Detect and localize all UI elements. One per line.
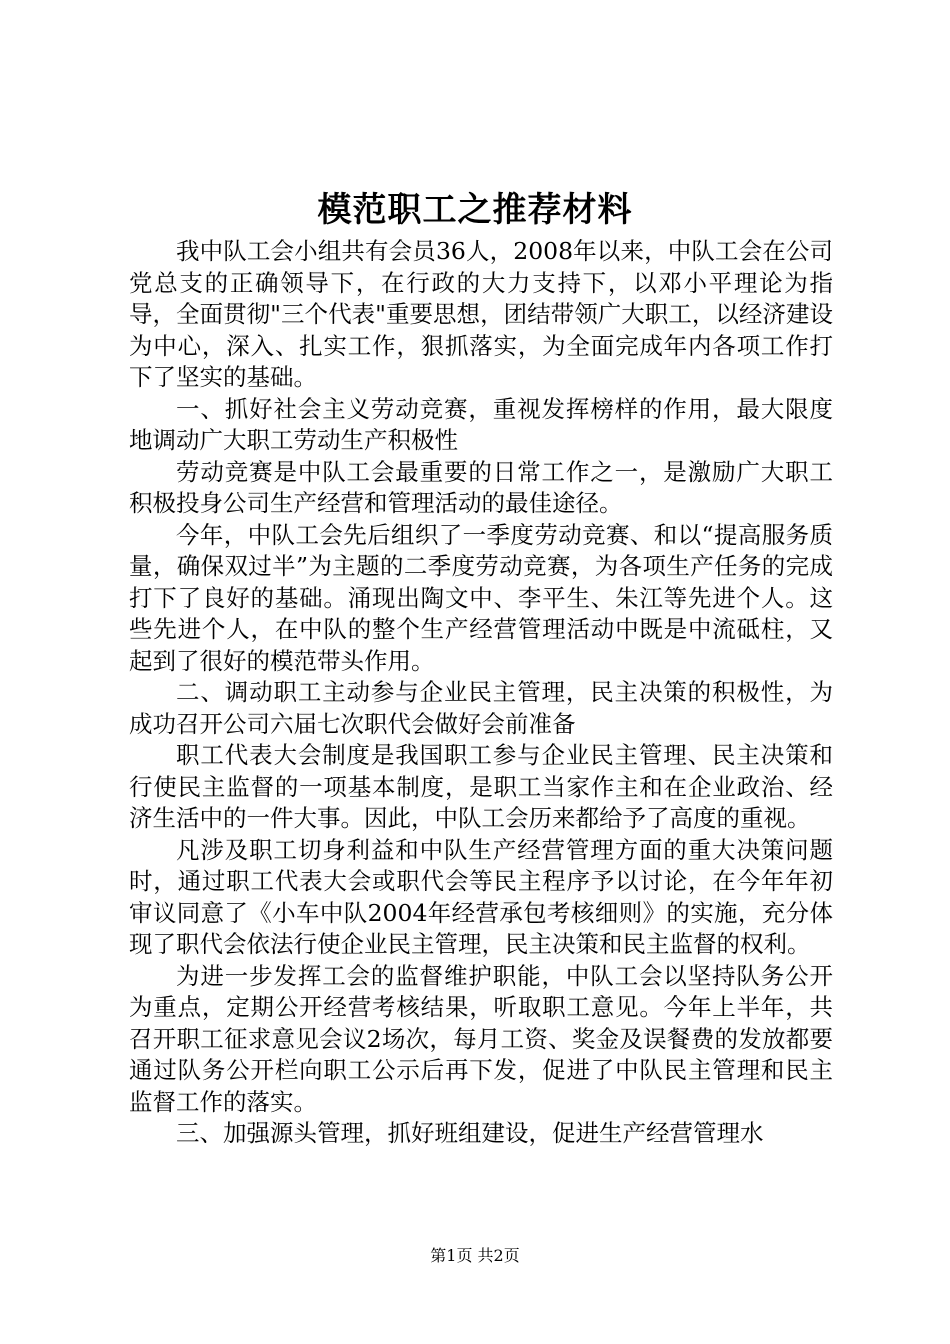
document-title: 模范职工之推荐材料	[317, 190, 633, 230]
paragraph: 为进一步发挥工会的监督维护职能，中队工会以坚持队务公开为重点，定期公开经营考核结果，听取职工意见。今年上半年，共召开职工征求意见会议2场次，每月工资、奖金及误餐费的发放都要通过队务公开栏向职工公示后再下发，促进了中队民主管理和民主监督工作的落实。	[129, 961, 833, 1116]
section-heading: 一、抓好社会主义劳动竞赛，重视发挥榜样的作用，最大限度地调动广大职工劳动生产积极性	[129, 394, 833, 454]
section-heading: 三、加强源头管理，抓好班组建设，促进生产经营管理水	[176, 1119, 764, 1147]
section-heading: 二、调动职工主动参与企业民主管理，民主决策的积极性，为成功召开公司六届七次职代会做好会前准备	[129, 678, 833, 738]
paragraph: 我中队工会小组共有会员36人，2008年以来，中队工会在公司党总支的正确领导下，在行政的大力支持下，以邓小平理论为指导，全面贯彻"三个代表"重要思想，团结带领广大职工，以经济建设为中心，深入、扎实工作，狠抓落实，为全面完成年内各项工作打下了坚实的基础。	[129, 237, 833, 391]
paragraph: 今年，中队工会先后组织了一季度劳动竞赛、和以“提高服务质量，确保双过半”为主题的二季度劳动竞赛，为各项生产任务的完成打下了良好的基础。涌现出陶文中、李平生、朱江等先进个人。这些先进个人，在中队的整个生产经营管理活动中既是中流砥柱，又起到了很好的模范带头作用。	[129, 520, 833, 675]
paragraph: 劳动竞赛是中队工会最重要的日常工作之一，是激励广大职工积极投身公司生产经营和管理活动的最佳途径。	[129, 457, 833, 517]
paragraph: 职工代表大会制度是我国职工参与企业民主管理、民主决策和行使民主监督的一项基本制度，是职工当家作主和在企业政治、经济生活中的一件大事。因此，中队工会历来都给予了高度的重视。	[129, 741, 833, 832]
paragraph: 凡涉及职工切身利益和中队生产经营管理方面的重大决策问题时，通过职工代表大会或职代会等民主程序予以讨论，在今年年初审议同意了《小车中队2004年经营承包考核细则》的实施，充分体现了职代会依法行使企业民主管理，民主决策和民主监督的权利。	[129, 835, 833, 958]
document-body	[129, 236, 833, 1150]
page-footer: 第1页 共2页	[430, 1246, 520, 1265]
